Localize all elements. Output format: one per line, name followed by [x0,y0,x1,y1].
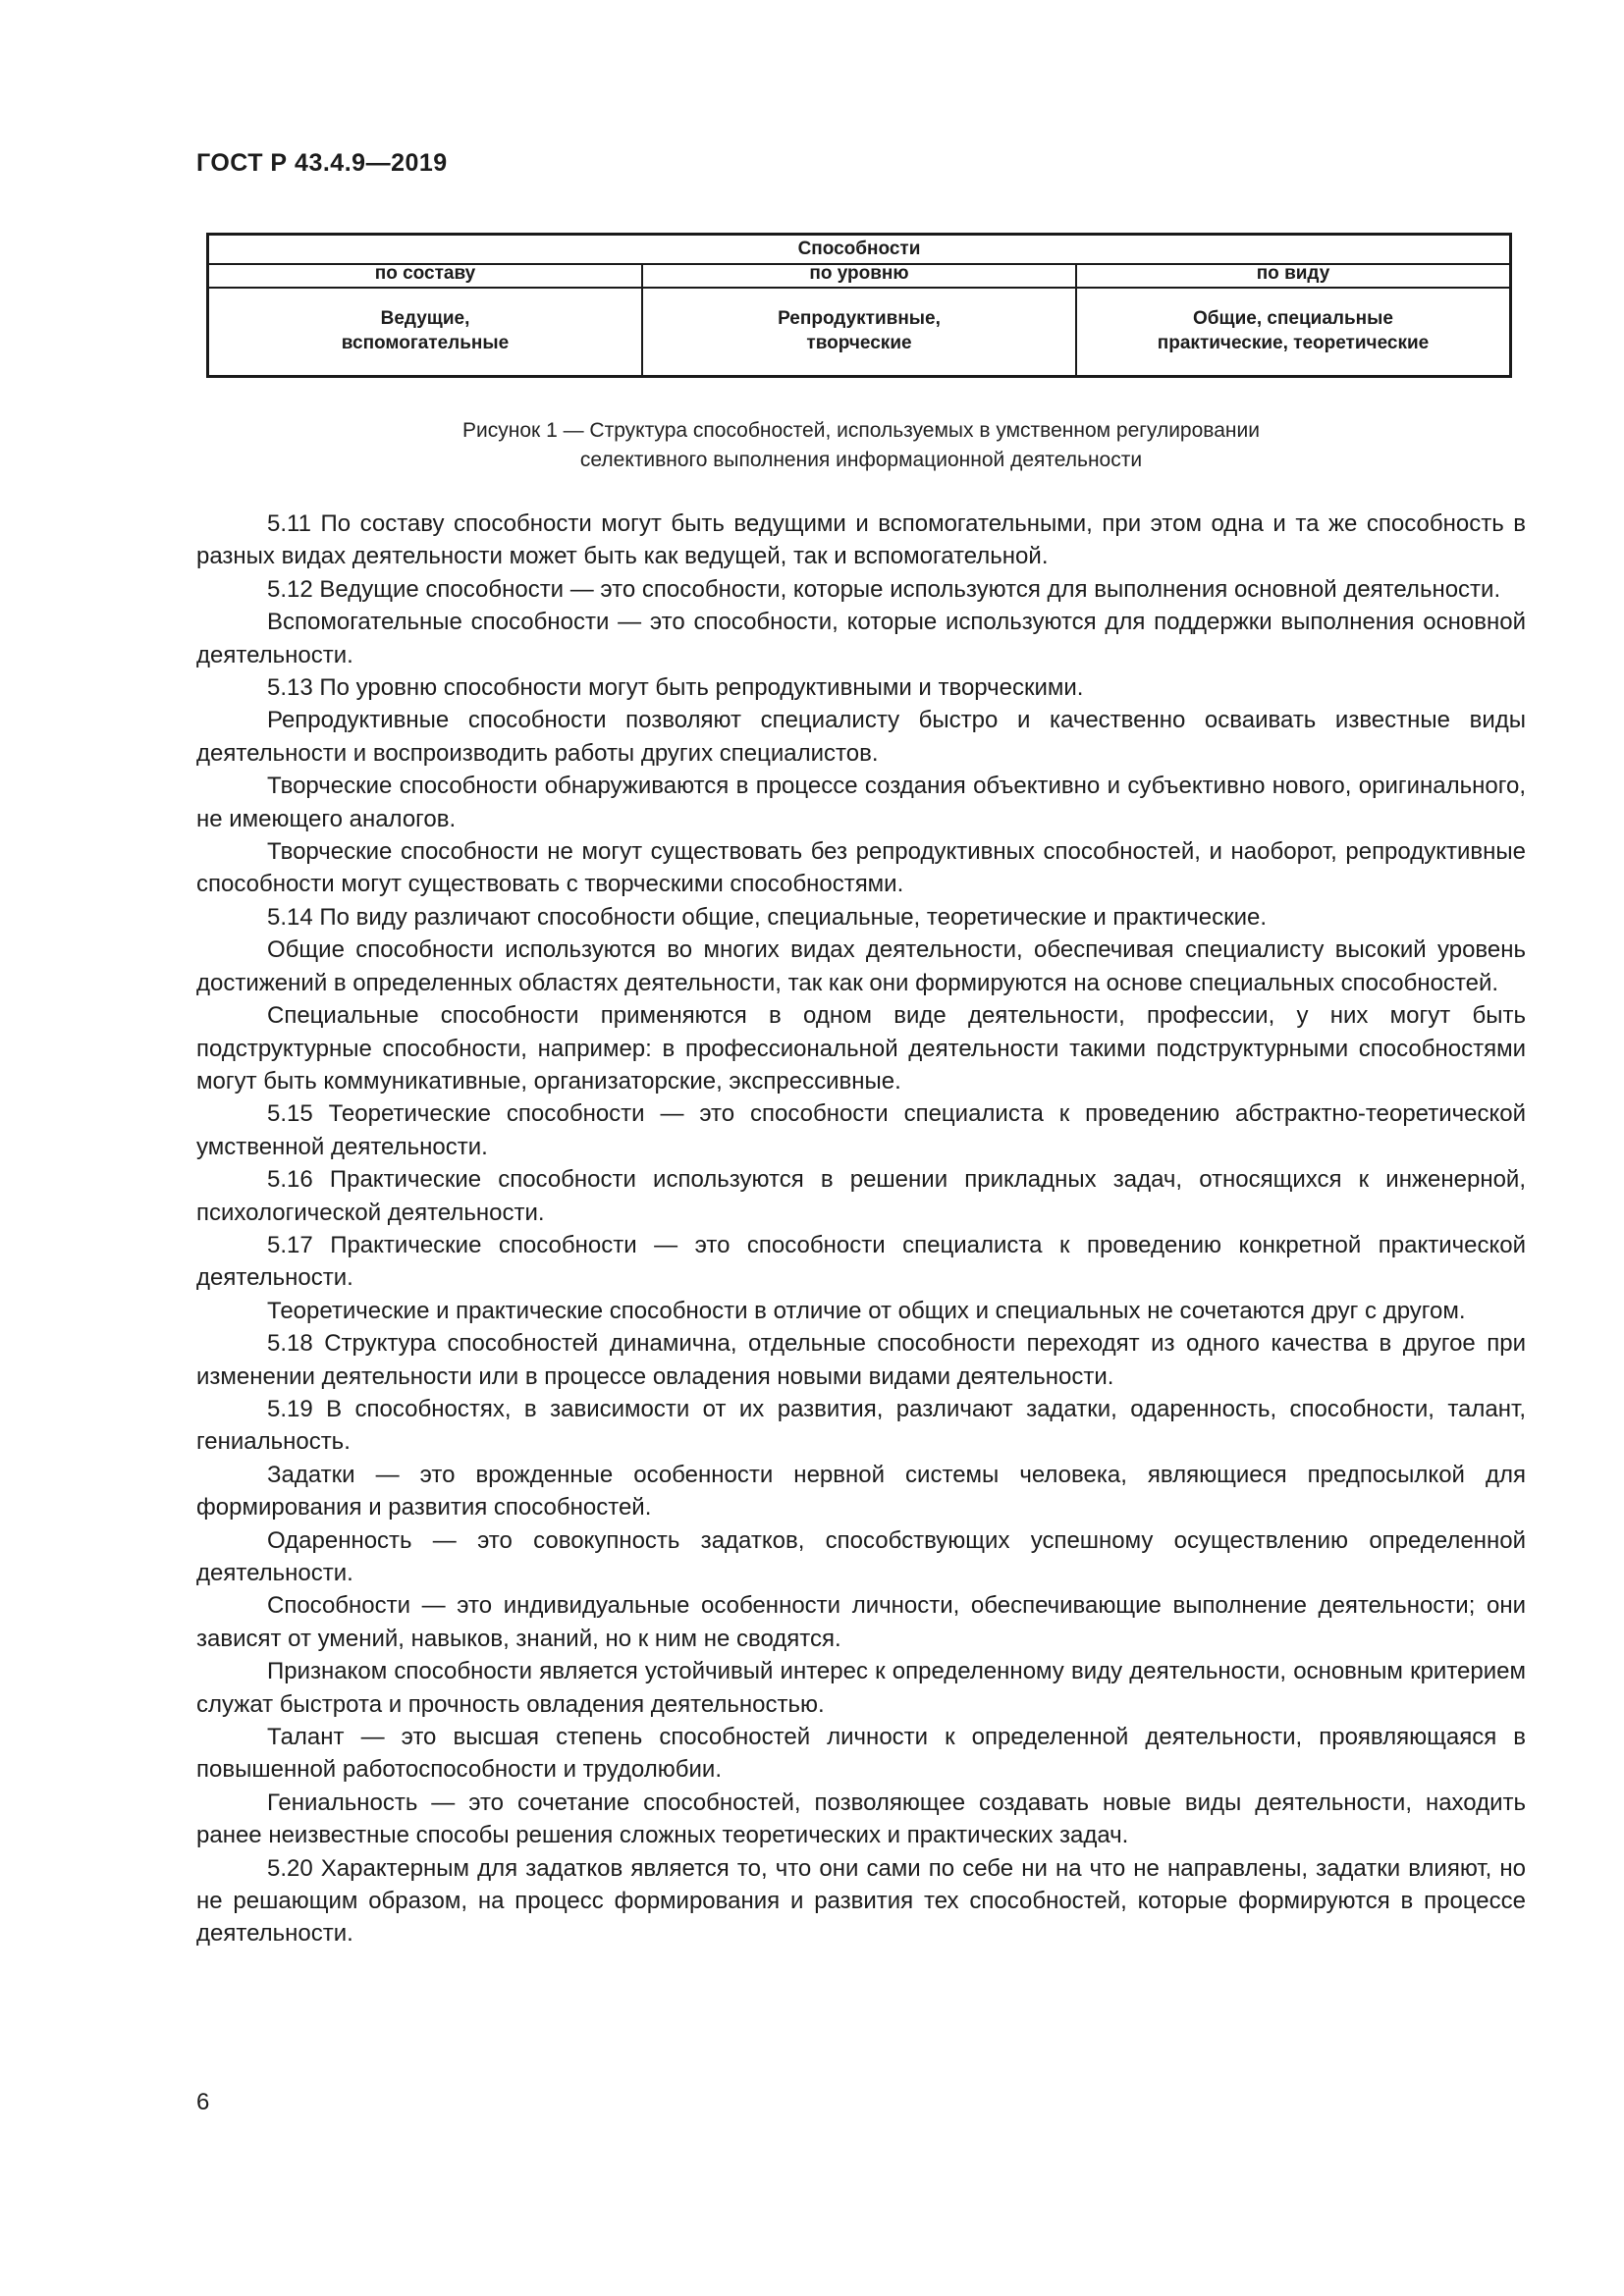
paragraph-5-18: 5.18 Структура способностей динамична, отдельные способности переходят из одного качества в другое при изменении деятельности или в процессе овладения новыми видами деятельности. [196,1330,1526,1390]
paragraph: Общие способности используются во многих видах деятельности, обеспечивая специалисту высокий уровень достижений в определенных областях деятельности, так как они формируются на основе специальных способностей. [196,936,1526,996]
paragraph: Теоретические и практические способности в отличие от общих и специальных не сочетаются друг с другом. [267,1297,1466,1324]
values-composition [209,287,641,375]
caption-line: селективного выполнения информационной деятельности [579,449,1143,471]
figure-caption [196,416,1526,475]
paragraph-5-19: 5.19 В способностях, в зависимости от их развития, различают задатки, одаренность, способности, талант, гениальность. [196,1395,1526,1456]
value-line: практические, теоретические [1157,333,1430,353]
paragraph: Одаренность — это совокупность задатков, способствующих успешному осуществлению определенной деятельности. [196,1526,1526,1586]
figure-values-row [209,287,1509,375]
document-code: ГОСТ Р 43.4.9—2019 [196,149,448,177]
paragraph: Вспомогательные способности — это способности, которые используются для поддержки выполнения основной деятельности. [196,609,1526,668]
paragraph: Талант — это высшая степень способностей личности к определенной деятельности, проявляющаяся в повышенной работоспособности и трудолюбии. [196,1724,1526,1784]
subheading-kind: по виду [1075,263,1509,287]
value-line: Ведущие, [380,308,470,329]
abilities-structure-figure [206,233,1512,378]
page-number: 6 [196,2089,210,2115]
values-level [641,287,1075,375]
paragraph: Специальные способности применяются в одном виде деятельности, профессии, у них могут быть подструктурные способности, например: в профессиональной деятельности такими подструктурными способностями могут быть коммуникативные, организаторские, экспрессивные. [196,1002,1526,1095]
value-line: вспомогательные [341,333,510,353]
value-line: Общие, специальные [1193,308,1393,329]
figure-title: Способности [209,236,1509,265]
paragraph: Творческие способности обнаруживаются в процессе создания объективно и субъективно нового, оригинального, не имеющего аналогов. [196,773,1526,832]
body-text [196,507,1526,1950]
paragraph-5-14: 5.14 По виду различают способности общие, специальные, теоретические и практические. [267,903,1268,931]
paragraph: Репродуктивные способности позволяют специалисту быстро и качественно осваивать известные виды деятельности и воспроизводить работы других специалистов. [196,707,1526,767]
caption-line: Рисунок 1 — Структура способностей, используемых в умственном регулировании [462,419,1260,442]
paragraph: Признаком способности является устойчивый интерес к определенному виду деятельности, основным критерием служат быстрота и прочность овладения деятельностью. [196,1658,1526,1718]
paragraph: Гениальность — это сочетание способностей, позволяющее создавать новые виды деятельности, находить ранее неизвестные способы решения сложных теоретических и практических задач. [196,1789,1526,1849]
paragraph-5-12: 5.12 Ведущие способности — это способности, которые используются для выполнения основной деятельности. [267,575,1501,603]
figure-subheadings-row [209,263,1509,289]
paragraph-5-11: 5.11 По составу способности могут быть ведущими и вспомогательными, при этом одна и та же способность в разных видах деятельности может быть как ведущей, так и вспомогательной. [196,510,1526,570]
paragraph-5-15: 5.15 Теоретические способности — это способности специалиста к проведению абстрактно-теоретической умственной деятельности. [196,1100,1526,1160]
values-kind [1075,287,1509,375]
subheading-composition: по составу [374,263,476,284]
value-line: Репродуктивные, [778,308,941,329]
paragraph: Способности — это индивидуальные особенности личности, обеспечивающие выполнение деятельности; они зависят от умений, навыков, знаний, но к ним не сводятся. [196,1592,1526,1652]
paragraph-5-16: 5.16 Практические способности используются в решении прикладных задач, относящихся к инженерной, психологической деятельности. [196,1166,1526,1226]
subheading-level: по уровню [641,263,1075,287]
paragraph: Творческие способности не могут существовать без репродуктивных способностей, и наоборот, репродуктивные способности могут существовать с творческими способностями. [196,838,1526,898]
paragraph: Задатки — это врожденные особенности нервной системы человека, являющиеся предпосылкой для формирования и развития способностей. [196,1461,1526,1522]
paragraph-5-13: 5.13 По уровню способности могут быть репродуктивными и творческими. [267,674,1084,702]
paragraph-5-17: 5.17 Практические способности — это способности специалиста к проведению конкретной практической деятельности. [196,1231,1526,1292]
paragraph-5-20: 5.20 Характерным для задатков является то, что они сами по себе ни на что не направлены, задатки влияют, но не решающим образом, на процесс формирования и развития тех способностей, которые формируются в процессе деятельности. [196,1854,1526,1948]
value-line: творческие [806,333,912,353]
